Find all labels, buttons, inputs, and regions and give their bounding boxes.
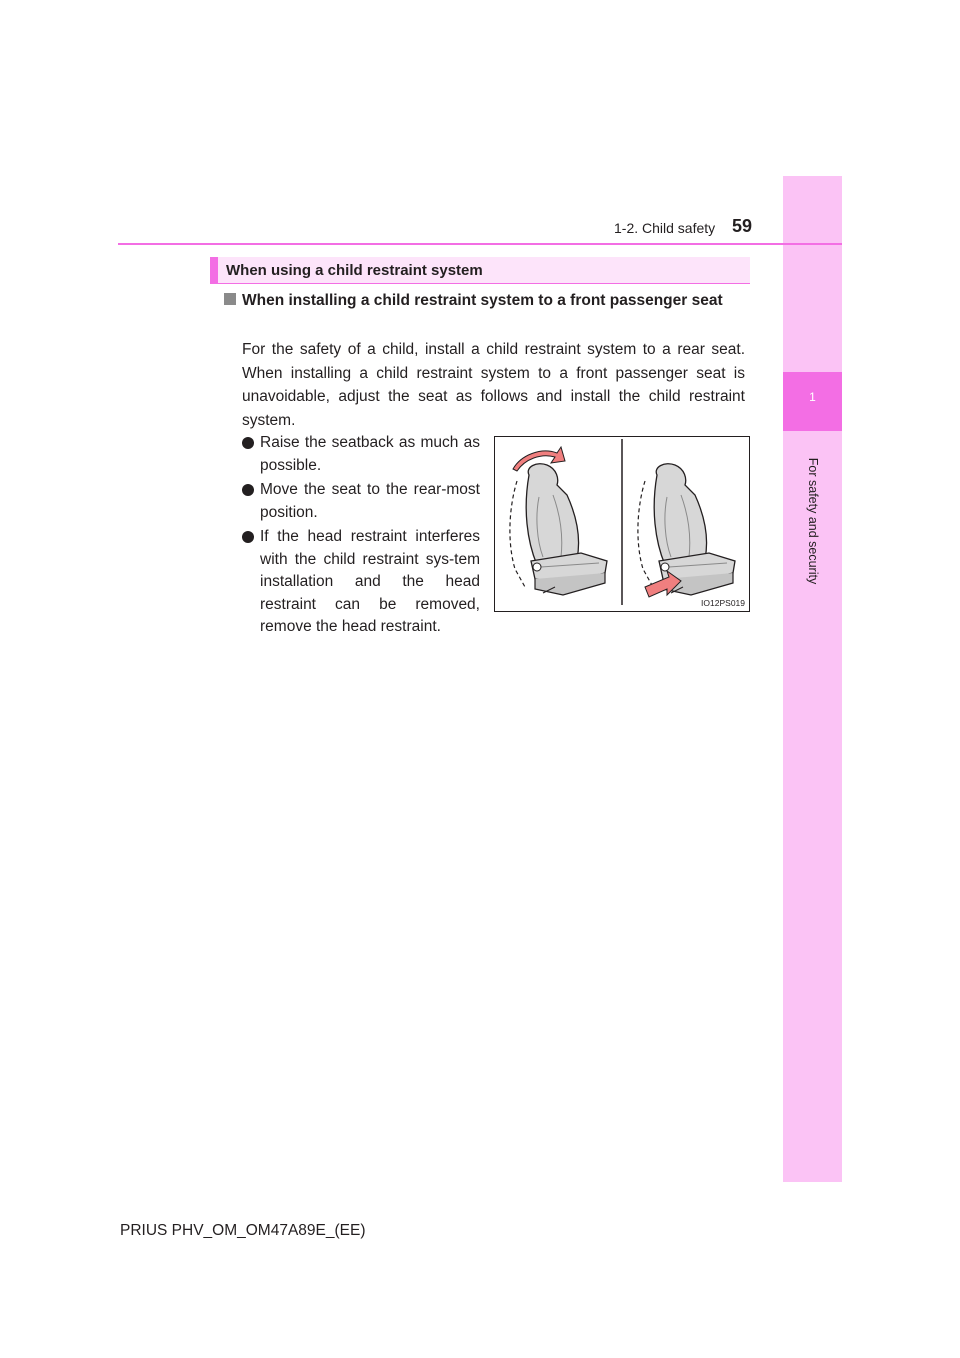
header-rule <box>118 243 842 245</box>
bullet-dot-icon <box>242 531 254 543</box>
section-title: When using a child restraint system <box>226 262 483 279</box>
chapter-title: For safety and security <box>806 457 820 585</box>
list-item <box>242 526 480 639</box>
subheading: When installing a child restraint system to a front passenger seat <box>242 292 723 309</box>
footer-model-code: PRIUS PHV_OM_OM47A89E_(EE) <box>120 1222 366 1239</box>
body-paragraph: For the safety of a child, install a child restraint system to a rear seat. When installing a child restraint system to a front passenger seat is unavoidable, adjust the seat as follows and install the child restraint system. <box>242 341 745 429</box>
list-item <box>242 432 480 477</box>
list-item-text: Move the seat to the rear-most position. <box>260 481 480 521</box>
header-section-title: 1-2. Child safety <box>614 220 716 236</box>
seat-right-icon <box>638 464 735 597</box>
bullet-dot-icon <box>242 437 254 449</box>
bullet-dot-icon <box>242 484 254 496</box>
seat-adjustment-illustration <box>494 436 750 612</box>
seat-left-icon <box>510 447 607 595</box>
section-title-accent <box>210 257 218 284</box>
page-number: 59 <box>732 216 753 236</box>
figure-code: IO12PS019 <box>701 598 745 608</box>
list-item-text: If the head restraint interferes with the child restraint sys-tem installation and the head restraint can be removed, remove the head restraint. <box>260 528 480 635</box>
section-title-bar <box>210 257 750 284</box>
chapter-side-tab <box>783 176 842 1182</box>
square-bullet-icon <box>224 293 236 305</box>
instruction-list <box>242 432 480 641</box>
list-item <box>242 479 480 524</box>
chapter-number: 1 <box>809 390 816 404</box>
seat-illustration-svg <box>495 437 749 611</box>
list-item-text: Raise the seatback as much as possible. <box>260 434 480 474</box>
